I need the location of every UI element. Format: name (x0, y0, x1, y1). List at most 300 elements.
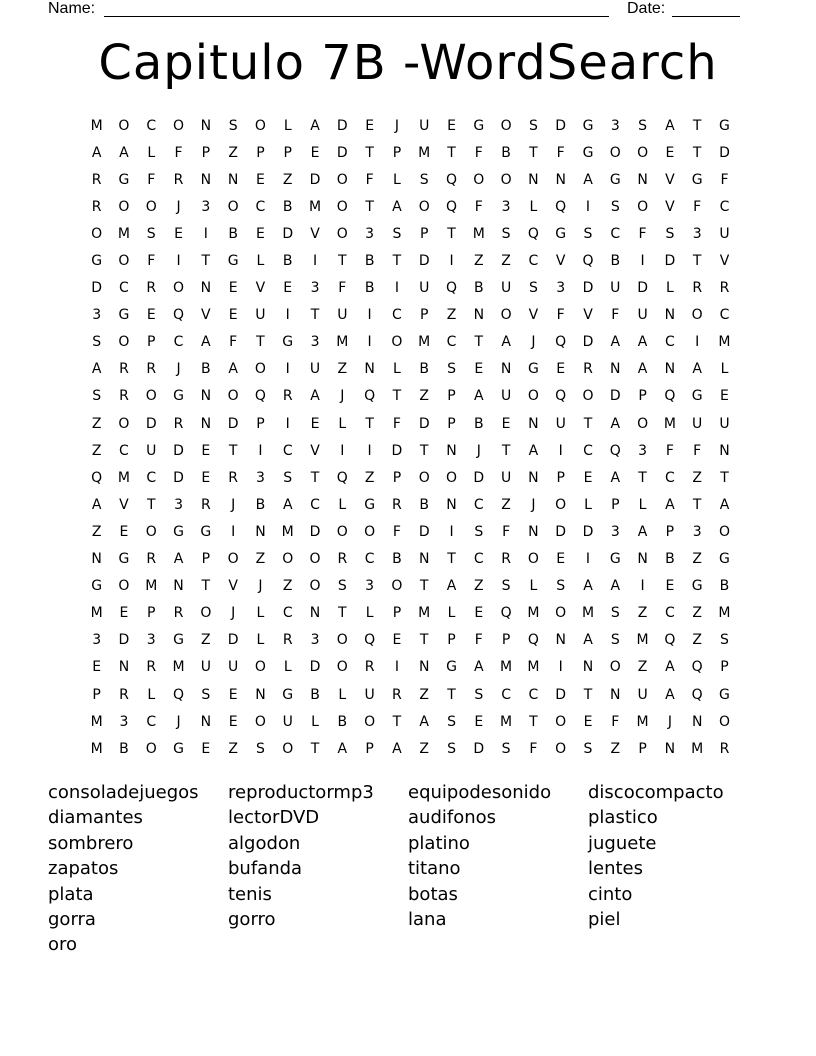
grid-letter: N (200, 280, 212, 297)
grid-letter: P (256, 144, 265, 161)
grid-letter: Q (582, 253, 594, 270)
grid-letter: D (336, 117, 348, 134)
grid-letter: E (228, 307, 238, 324)
grid-letter: A (310, 117, 320, 134)
grid-letter: I (394, 280, 399, 297)
grid-letter: L (638, 496, 647, 513)
grid-letter: D (145, 415, 157, 432)
grid-letter: I (585, 551, 591, 568)
grid-letter: U (282, 713, 293, 730)
grid-letter: S (255, 740, 265, 757)
grid-letter: B (419, 361, 430, 378)
grid-letter: D (418, 253, 430, 270)
grid-letter: T (365, 415, 374, 432)
grid-letter: O (418, 198, 430, 215)
grid-letter: G (691, 388, 703, 405)
grid-letter: D (555, 117, 567, 134)
grid-letter: I (367, 334, 372, 351)
grid-letter: P (392, 605, 402, 622)
grid-letter: A (474, 659, 484, 676)
grid-letter: N (664, 361, 676, 378)
grid-letter: N (528, 171, 539, 188)
grid-letter: T (201, 578, 211, 595)
grid-letter: P (283, 144, 292, 161)
grid-letter: S (474, 686, 484, 703)
name-blank-line[interactable] (104, 0, 609, 17)
grid-letter: T (692, 253, 702, 270)
grid-letter: S (447, 361, 456, 378)
grid-letter: A (419, 713, 429, 730)
grid-letter: C (364, 551, 375, 568)
grid-letter: U (692, 415, 703, 432)
grid-letter: R (146, 551, 157, 568)
grid-letter: C (392, 307, 402, 324)
grid-letter: R (200, 496, 211, 513)
grid-letter: P (447, 415, 456, 432)
grid-letter: F (474, 632, 483, 649)
grid-letter: F (502, 523, 511, 540)
grid-letter: S (146, 225, 156, 242)
grid-letter: O (473, 171, 485, 188)
grid-letter: F (474, 144, 483, 161)
grid-letter: Q (364, 632, 376, 649)
grid-letter: N (364, 361, 375, 378)
word-list-item: equipodesonido (408, 782, 552, 803)
grid-letter: O (336, 171, 348, 188)
grid-letter: Z (91, 442, 102, 459)
grid-letter: J (531, 334, 536, 351)
grid-letter: N (637, 551, 648, 568)
grid-letter: R (146, 361, 157, 378)
grid-letter: M (718, 334, 731, 351)
grid-letter: R (119, 361, 129, 378)
grid-letter: S (92, 388, 102, 405)
grid-letter: O (282, 551, 294, 568)
grid-letter: R (173, 605, 184, 622)
grid-letter: L (338, 415, 347, 432)
grid-letter: V (583, 307, 593, 324)
grid-letter: J (340, 388, 345, 405)
grid-letter: O (309, 551, 321, 568)
grid-letter: B (310, 686, 320, 703)
grid-letter: U (228, 659, 239, 676)
grid-letter: O (145, 740, 157, 757)
grid-letter: O (500, 171, 512, 188)
grid-letter: O (637, 144, 649, 161)
grid-letter: Z (501, 253, 511, 270)
grid-letter: E (501, 415, 511, 432)
grid-letter: A (337, 740, 348, 757)
date-label: Date: (627, 0, 666, 17)
grid-letter: N (418, 551, 430, 568)
grid-letter: B (610, 253, 621, 270)
grid-letter: R (364, 659, 375, 676)
grid-letter: N (555, 632, 566, 649)
grid-letter: B (474, 415, 484, 432)
grid-letter: Q (691, 686, 703, 703)
grid-letter: T (310, 469, 320, 486)
grid-letter: Z (201, 632, 211, 649)
grid-letter: T (338, 605, 347, 622)
grid-letter: 3 (638, 442, 648, 459)
grid-letter: O (282, 740, 294, 757)
grid-letter: D (582, 523, 594, 540)
grid-letter: U (637, 307, 648, 324)
grid-letter: E (228, 713, 238, 730)
grid-letter: N (473, 307, 485, 324)
date-blank-line[interactable] (672, 0, 740, 17)
grid-letter: U (146, 442, 157, 459)
grid-letter: Q (254, 388, 266, 405)
grid-letter: T (201, 253, 211, 270)
word-list-item: audifonos (408, 807, 497, 829)
grid-letter: I (640, 253, 645, 270)
grid-letter: C (583, 442, 593, 459)
grid-letter: T (419, 632, 429, 649)
grid-letter: D (118, 632, 130, 649)
grid-letter: R (119, 686, 129, 703)
grid-letter: Z (474, 253, 484, 270)
grid-letter: J (531, 496, 536, 513)
grid-letter: Q (555, 198, 567, 215)
grid-letter: A (637, 361, 648, 378)
grid-letter: C (310, 496, 320, 513)
grid-letter: A (665, 659, 675, 676)
grid-letter: D (309, 659, 321, 676)
grid-letter: P (147, 605, 156, 622)
grid-letter: Q (664, 388, 676, 405)
grid-letter: Z (692, 469, 702, 486)
grid-letter: N (309, 605, 321, 622)
grid-letter: I (203, 225, 208, 242)
grid-letter: G (582, 144, 594, 161)
grid-letter: S (528, 280, 538, 297)
grid-letter: A (610, 415, 621, 432)
grid-letter: L (393, 171, 401, 188)
grid-letter: F (392, 523, 401, 540)
grid-letter: C (719, 198, 730, 215)
word-list-item: lectorDVD (228, 807, 320, 829)
grid-letter: O (336, 659, 348, 676)
grid-letter: G (719, 117, 730, 134)
grid-letter: G (282, 334, 294, 351)
grid-letter: M (418, 334, 431, 351)
grid-letter: P (720, 659, 729, 676)
grid-letter: B (719, 578, 730, 595)
grid-letter: O (555, 496, 567, 513)
grid-letter: Q (691, 659, 703, 676)
grid-letter: F (338, 280, 347, 297)
grid-letter: Q (609, 442, 621, 459)
grid-letter: P (665, 523, 675, 540)
grid-letter: 3 (201, 198, 211, 215)
grid-letter: G (446, 659, 457, 676)
grid-letter: 3 (610, 117, 620, 134)
grid-letter: A (119, 144, 129, 161)
grid-letter: M (117, 225, 130, 242)
grid-letter: A (583, 632, 593, 649)
grid-letter: G (91, 253, 103, 270)
grid-letter: G (609, 551, 621, 568)
grid-letter: G (118, 171, 130, 188)
grid-letter: Z (637, 605, 648, 622)
grid-letter: D (582, 334, 594, 351)
grid-letter: I (312, 253, 318, 270)
grid-letter: T (419, 578, 429, 595)
grid-letter: Z (282, 578, 293, 595)
grid-letter: B (364, 253, 375, 270)
word-list-item: tenis (228, 883, 272, 905)
grid-letter: R (719, 280, 730, 297)
grid-letter: F (693, 198, 702, 215)
grid-letter: O (118, 415, 130, 432)
grid-letter: B (255, 496, 266, 513)
grid-letter: J (394, 117, 399, 134)
grid-letter: A (610, 578, 621, 595)
grid-letter: D (309, 171, 321, 188)
grid-letter: I (285, 307, 290, 324)
grid-letter: A (665, 686, 675, 703)
grid-letter: O (200, 605, 212, 622)
grid-letter: S (228, 117, 238, 134)
grid-letter: B (419, 496, 430, 513)
grid-letter: O (418, 469, 430, 486)
grid-letter: 3 (146, 632, 156, 649)
grid-letter: Q (173, 686, 185, 703)
grid-letter: Z (337, 361, 348, 378)
grid-letter: T (583, 415, 593, 432)
grid-letter: R (173, 415, 184, 432)
grid-letter: E (92, 659, 102, 676)
grid-letter: C (664, 334, 675, 351)
grid-letter: J (667, 713, 672, 730)
word-list-item: platino (408, 832, 470, 854)
grid-letter: F (720, 171, 729, 188)
grid-letter: P (638, 740, 647, 757)
grid-letter: S (474, 523, 484, 540)
grid-letter: O (336, 632, 348, 649)
grid-letter: S (610, 632, 620, 649)
grid-letter: Z (228, 740, 238, 757)
grid-letter: R (583, 361, 593, 378)
grid-letter: 3 (119, 713, 129, 730)
grid-letter: E (365, 117, 375, 134)
grid-letter: I (394, 659, 399, 676)
grid-letter: O (173, 280, 185, 297)
grid-letter: F (529, 740, 538, 757)
grid-letter: L (283, 659, 292, 676)
grid-letter: R (282, 388, 293, 405)
grid-letter: R (119, 388, 129, 405)
grid-letter: O (118, 198, 130, 215)
grid-letter: F (174, 144, 183, 161)
grid-letter: P (365, 740, 374, 757)
grid-letter: O (118, 117, 130, 134)
grid-letter: O (637, 198, 649, 215)
grid-letter: I (585, 198, 591, 215)
grid-letter: S (720, 632, 729, 649)
grid-letter: E (119, 523, 129, 540)
grid-letter: O (145, 388, 157, 405)
grid-letter: T (365, 198, 374, 215)
grid-letter: U (255, 307, 266, 324)
grid-letter: Q (445, 198, 458, 215)
grid-letter: G (282, 686, 294, 703)
grid-letter: M (308, 198, 322, 215)
grid-letter: O (254, 659, 266, 676)
grid-letter: U (719, 415, 730, 432)
grid-letter: I (367, 307, 372, 324)
grid-letter: D (282, 225, 294, 242)
grid-letter: Z (255, 551, 266, 568)
grid-letter: L (393, 361, 401, 378)
word-list-item: lentes (588, 858, 643, 880)
grid-letter: Q (555, 334, 567, 351)
grid-letter: V (555, 253, 566, 270)
grid-letter: N (664, 740, 676, 757)
grid-letter: C (610, 225, 621, 242)
grid-letter: C (146, 713, 157, 730)
grid-letter: U (610, 280, 621, 297)
grid-letter: I (231, 523, 236, 540)
grid-letter: L (283, 117, 292, 134)
grid-letter: T (529, 144, 538, 161)
grid-letter: N (200, 713, 212, 730)
grid-letter: U (500, 280, 512, 297)
grid-letter: M (172, 659, 185, 676)
grid-letter: G (173, 632, 184, 649)
grid-letter: L (584, 496, 592, 513)
grid-letter: B (392, 551, 402, 568)
grid-letter: P (638, 388, 647, 405)
grid-letter: G (555, 225, 567, 242)
grid-letter: A (392, 740, 402, 757)
grid-letter: O (145, 198, 157, 215)
grid-letter: F (611, 307, 620, 324)
grid-letter: T (720, 469, 729, 486)
grid-letter: P (392, 144, 402, 161)
grid-letter: E (665, 144, 675, 161)
grid-letter: E (474, 605, 484, 622)
grid-letter: N (200, 388, 212, 405)
grid-letter: B (501, 144, 511, 161)
grid-letter: O (445, 469, 458, 486)
grid-letter: S (610, 198, 620, 215)
grid-letter: M (527, 605, 540, 622)
grid-letter: M (472, 225, 485, 242)
grid-letter: Q (445, 280, 458, 297)
grid-letter: O (336, 523, 348, 540)
grid-letter: J (231, 605, 236, 622)
grid-letter: O (227, 388, 239, 405)
grid-letter: J (176, 713, 181, 730)
grid-letter: R (501, 551, 511, 568)
grid-letter: M (527, 659, 540, 676)
grid-letter: G (527, 361, 539, 378)
grid-letter: T (638, 469, 647, 486)
grid-letter: E (283, 280, 293, 297)
grid-letter: Q (527, 632, 539, 649)
grid-letter: S (665, 225, 675, 242)
grid-letter: Z (692, 551, 702, 568)
grid-letter: M (281, 523, 294, 540)
grid-letter: M (336, 334, 349, 351)
grid-letter: V (310, 225, 320, 242)
grid-letter: O (391, 334, 403, 351)
grid-letter: V (665, 171, 675, 188)
grid-letter: E (228, 686, 238, 703)
grid-letter: T (692, 117, 702, 134)
grid-letter: O (336, 225, 348, 242)
grid-letter: U (719, 225, 730, 242)
grid-letter: T (583, 686, 593, 703)
word-list-item: plastico (588, 807, 658, 829)
grid-letter: E (256, 225, 265, 242)
grid-letter: R (719, 740, 730, 757)
grid-letter: S (447, 740, 456, 757)
grid-letter: U (637, 686, 648, 703)
grid-letter: M (581, 605, 595, 622)
grid-letter: D (555, 523, 567, 540)
grid-letter: M (418, 144, 431, 161)
grid-letter: O (500, 117, 512, 134)
grid-letter: O (500, 307, 512, 324)
grid-letter: E (310, 144, 320, 161)
grid-letter: E (720, 388, 729, 405)
grid-letter: G (173, 523, 184, 540)
grid-letter: N (528, 469, 539, 486)
grid-letter: T (256, 334, 265, 351)
grid-letter: A (692, 361, 702, 378)
word-list-item: consoladejuegos (48, 782, 199, 803)
word-list-item: lana (408, 908, 447, 930)
grid-letter: T (392, 713, 402, 730)
grid-letter: Z (446, 307, 457, 324)
grid-letter: F (638, 225, 647, 242)
grid-letter: U (364, 686, 375, 703)
grid-letter: C (473, 551, 484, 568)
grid-letter: T (447, 144, 456, 161)
grid-letter: D (637, 280, 648, 297)
grid-letter: U (419, 280, 430, 297)
grid-letter: M (418, 605, 431, 622)
grid-letter: E (556, 551, 566, 568)
grid-letter: I (695, 334, 700, 351)
grid-letter: O (555, 740, 567, 757)
grid-letter: O (227, 198, 239, 215)
grid-letter: A (610, 469, 621, 486)
grid-letter: D (227, 632, 239, 649)
grid-letter: Z (692, 632, 702, 649)
grid-letter: D (391, 442, 403, 459)
header (48, 0, 748, 20)
grid-letter: N (418, 659, 430, 676)
grid-letter: T (310, 740, 320, 757)
grid-letter: Z (91, 523, 102, 540)
grid-letter: 3 (310, 334, 320, 351)
grid-letter: S (447, 713, 456, 730)
grid-letter: G (609, 171, 621, 188)
grid-letter: I (449, 253, 454, 270)
grid-letter: E (556, 361, 566, 378)
grid-letter: E (474, 361, 484, 378)
grid-letter: T (692, 496, 702, 513)
grid-letter: F (556, 144, 565, 161)
grid-letter: E (583, 469, 593, 486)
grid-letter: C (501, 686, 511, 703)
grid-letter: 3 (692, 523, 702, 540)
grid-letter: V (228, 578, 238, 595)
